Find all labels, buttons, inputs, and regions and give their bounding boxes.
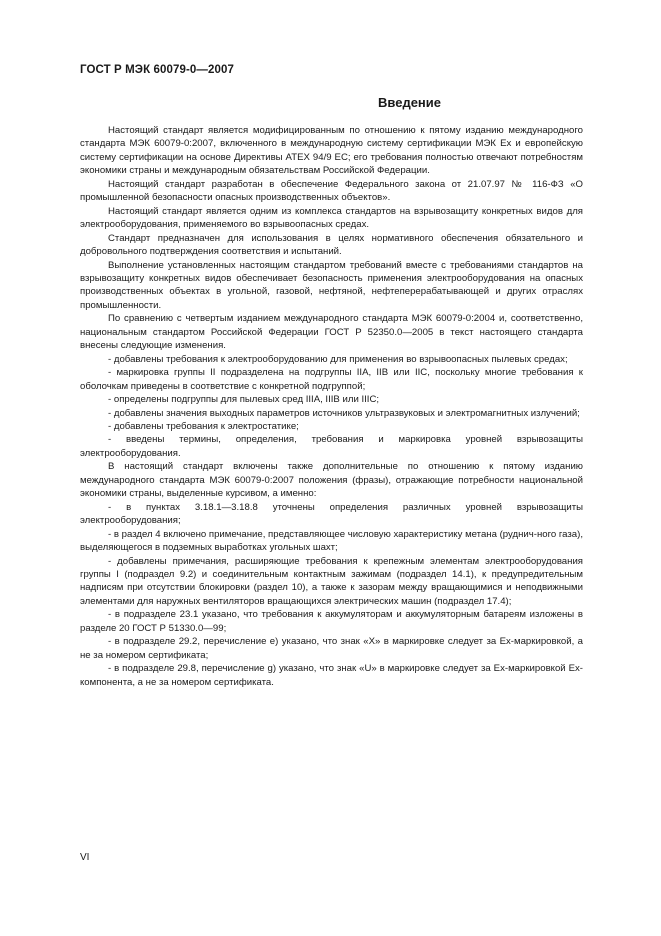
section-title: Введение: [378, 95, 441, 110]
paragraph: Выполнение установленных настоящим стандартом требований вместе с требованиями стандартов на взрывозащиту конкретных видов обеспечивает безопасность применения электрооборудования на опасных производственных объектах в угольной, газовой, нефтяной, нефтеперерабатывающей и других отраслях промышленности.: [80, 259, 583, 311]
list-item: - определены подгруппы для пылевых сред IIIA, IIIB или IIIC;: [108, 394, 380, 406]
list-item: - добавлены примечания, расширяющие требования к крепежным элементам электрооборудования группы I (подраздел 9.2) и соединительным контактным зажимам (подраздел 14.1), к предупредительным надписям при отсутствии блокировки (раздел 10), а также к зазорам между вращающимися и неподвижными элементами для наружных вентиляторов вращающихся электрических машин (подраздел 17.4);: [80, 555, 583, 607]
list-item: - добавлены требования к электростатике;: [108, 420, 299, 432]
list-item: - в подразделе 29.2, перечисление e) указано, что знак «X» в маркировке следует за Ex-маркировкой, а не за номером сертификата;: [80, 636, 583, 661]
paragraph: По сравнению с четвертым изданием международного стандарта МЭК 60079-0:2004 и, соответственно, национальным стандартом Российской Федерации ГОСТ Р 52350.0—2005 в текст настоящего стандарта внесены следующие изменения.: [80, 313, 583, 352]
paragraph: В настоящий стандарт включены также дополнительные по отношению к пятому изданию международного стандарта МЭК 60079-0:2007 положения (фразы), отражающие потребности национальной экономики страны, выделенные курсивом, а именно:: [80, 461, 583, 500]
body-text: [80, 124, 583, 689]
list-item: - в подразделе 23.1 указано, что требования к аккумуляторам и аккумуляторным батареям изложены в разделе 20 ГОСТ Р 51330.0—99;: [80, 609, 583, 634]
list-item: - добавлены требования к электрооборудованию для применения во взрывоопасных пылевых средах;: [108, 353, 568, 365]
list-item: - введены термины, определения, требования и маркировка уровней взрывозащиты электрооборудования.: [80, 434, 583, 459]
paragraph: Настоящий стандарт является одним из комплекса стандартов на взрывозащиту конкретных видов для электрооборудования, применяемого во взрывоопасных средах.: [80, 205, 583, 231]
paragraph: Стандарт предназначен для использования в целях нормативного обеспечения обязательного и добровольного подтверждения соответствия и испытаний.: [80, 232, 583, 258]
list-item: - в подразделе 29.8, перечисление g) указано, что знак «U» в маркировке следует за Ex-маркировкой Ex-компонента, а не за номером сертификата.: [80, 663, 583, 688]
paragraph: Настоящий стандарт разработан в обеспечение Федерального закона от 21.07.97 № 116-ФЗ «О промышленной безопасности опасных производственных объектов».: [80, 178, 583, 204]
list-item: - маркировка группы II подразделена на подгруппы IIA, IIB или IIC, поскольку многие требования к оболочкам приведены в соответствие с конкретной подгруппой;: [80, 367, 583, 392]
document-header: ГОСТ Р МЭК 60079-0—2007: [80, 64, 234, 76]
page-number: VI: [80, 852, 90, 863]
paragraph: Настоящий стандарт является модифицированным по отношению к пятому изданию международного стандарта МЭК 60079-0:2007, включенного в международную систему сертификации МЭК Ex и европейскую систему сертификации на основе Директивы ATEX 94/9 EC; его требования полностью отвечают потребностям экономики страны и международным обязательствам Российской Федерации.: [80, 125, 583, 177]
list-item: - добавлены значения выходных параметров источников ультразвуковых и электромагнитных излучений;: [108, 407, 580, 419]
list-item: - в раздел 4 включено примечание, представляющее числовую характеристику метана (руднич-ного газа), выделяющегося в подземных выработках угольных шахт;: [80, 528, 583, 554]
list-item: - в пунктах 3.18.1—3.18.8 уточнены определения различных уровней взрывозащиты электрооборудования;: [80, 501, 583, 527]
